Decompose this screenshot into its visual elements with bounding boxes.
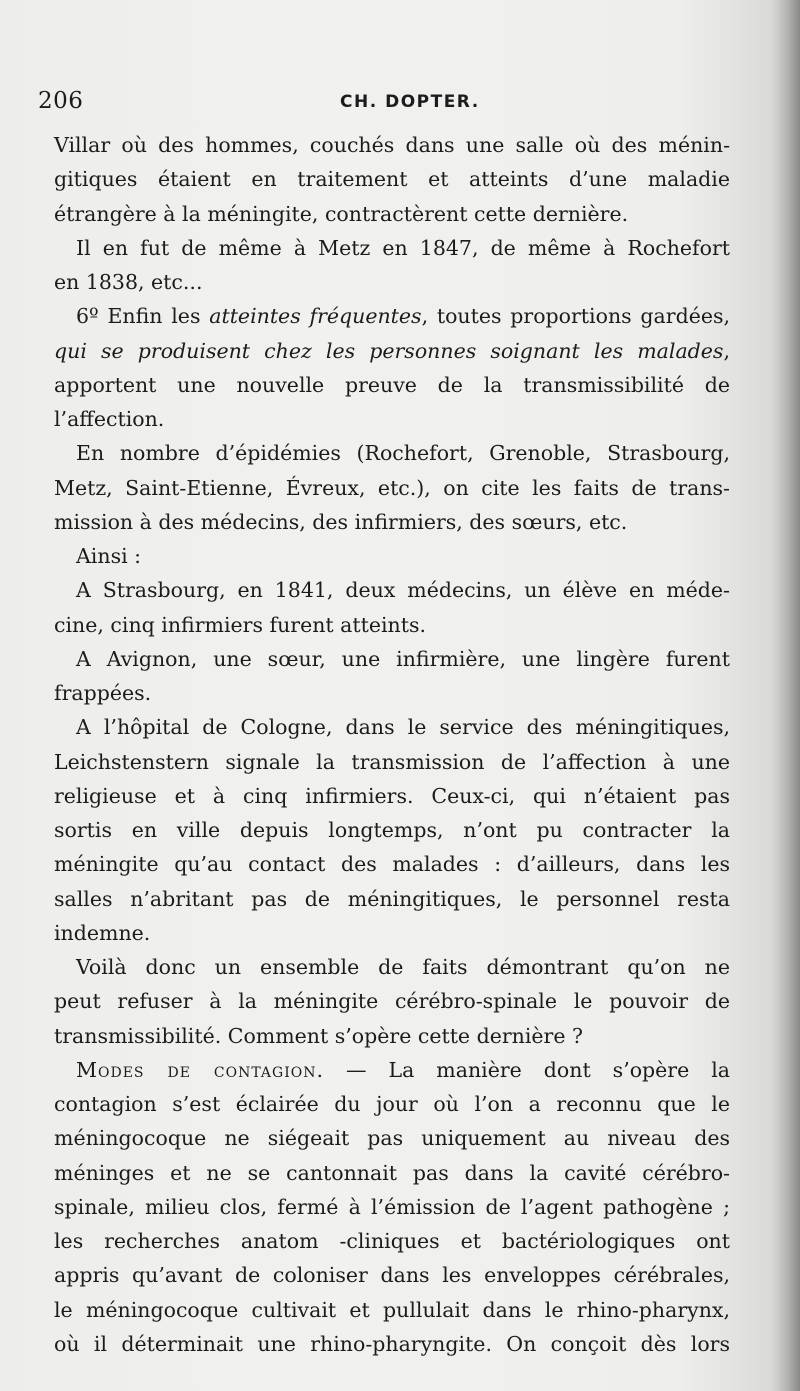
text-line: en 1838, etc...	[54, 270, 203, 294]
text-line: cine, cinq infirmiers furent atteints.	[54, 612, 427, 637]
text-line: mission à des médecins, des infirmiers, des sœurs, etc.	[54, 509, 628, 534]
text-line: indemne.	[54, 920, 151, 945]
section-heading: Modes de contagion.	[76, 1057, 325, 1082]
text-line: les recherches anatom -cliniques et bactériologiques ont	[54, 1229, 730, 1253]
text-line: contagion s’est éclairée du jour où l’on a reconnu que le	[54, 1092, 730, 1116]
text-line: méningite qu’au contact des malades : d’ailleurs, dans les	[54, 852, 730, 877]
page-header	[30, 88, 730, 124]
text-line: méningocoque ne siégeait pas uniquement au niveau des	[54, 1126, 730, 1151]
text-line: religieuse et à cinq infirmiers. Ceux-ci, qui n’étaient pas	[54, 783, 730, 808]
text-line: étrangère à la méningite, contractèrent cette dernière.	[54, 201, 629, 226]
text-line: spinale, milieu clos, fermé à l’émission de l’agent pathogène ;	[54, 1194, 730, 1219]
text-line: A Avignon, une sœur, une infirmière, une lingère furent	[76, 646, 730, 671]
text-line: transmissibilité. Comment s’opère cette dernière ?	[54, 1023, 583, 1048]
running-head: CH. DOPTER.	[340, 92, 480, 112]
page-number: 206	[38, 88, 84, 114]
text-line	[54, 334, 730, 368]
text-line: Il en fut de même à Metz en 1847, de même à Rochefort	[76, 235, 730, 260]
text-line: Metz, Saint-Etienne, Évreux, etc.), on cite les faits de trans-	[54, 475, 730, 500]
text-line	[54, 1053, 730, 1087]
text-line: A Strasbourg, en 1841, deux médecins, un élève en méde-	[76, 578, 730, 603]
text-line: gitiques étaient en traitement et atteints d’une maladie	[54, 167, 730, 192]
text-line: où il déterminait une rhino-pharyngite. On conçoit dès lors	[54, 1331, 730, 1356]
text-line: l’affection.	[54, 407, 165, 431]
text-line: salles n’abritant pas de méningitiques, le personnel resta	[54, 886, 730, 911]
text-line: Leichstenstern signale la transmission de l’affection à une	[54, 749, 730, 774]
text-run: — La manière dont s’opère la	[324, 1057, 731, 1082]
text-line	[54, 299, 730, 333]
text-line: Voilà donc un ensemble de faits démontrant qu’on ne	[76, 955, 730, 979]
text-run: ,	[723, 338, 730, 363]
text-line: peut refuser à la méningite cérébro-spinale le pouvoir de	[54, 989, 730, 1014]
italic-text: qui se produisent chez les personnes soignant les malades	[54, 338, 724, 363]
text-run: , toutes proportions gardées,	[421, 304, 731, 329]
italic-text: atteintes fréquentes	[209, 304, 422, 329]
body-text	[54, 128, 730, 1361]
text-run: 6º Enfin les	[76, 304, 210, 329]
text-line: le méningocoque cultivait et pullulait dans le rhino-pharynx,	[54, 1297, 730, 1322]
text-line: En nombre d’épidémies (Rochefort, Grenoble, Strasbourg,	[76, 441, 730, 466]
text-line: frappées.	[54, 681, 152, 705]
text-line: méninges et ne se cantonnait pas dans la cavité cérébro-	[54, 1160, 730, 1185]
page-edge-shadow	[770, 0, 800, 1391]
text-line: Villar où des hommes, couchés dans une salle où des ménin-	[54, 133, 730, 157]
text-line: Ainsi :	[76, 544, 142, 568]
text-line: appris qu’avant de coloniser dans les enveloppes cérébrales,	[54, 1263, 730, 1288]
text-line: A l’hôpital de Cologne, dans le service des méningitiques,	[76, 715, 730, 740]
text-line: apportent une nouvelle preuve de la transmissibilité de	[54, 372, 730, 397]
text-line: sortis en ville depuis longtemps, n’ont pu contracter la	[54, 818, 730, 842]
